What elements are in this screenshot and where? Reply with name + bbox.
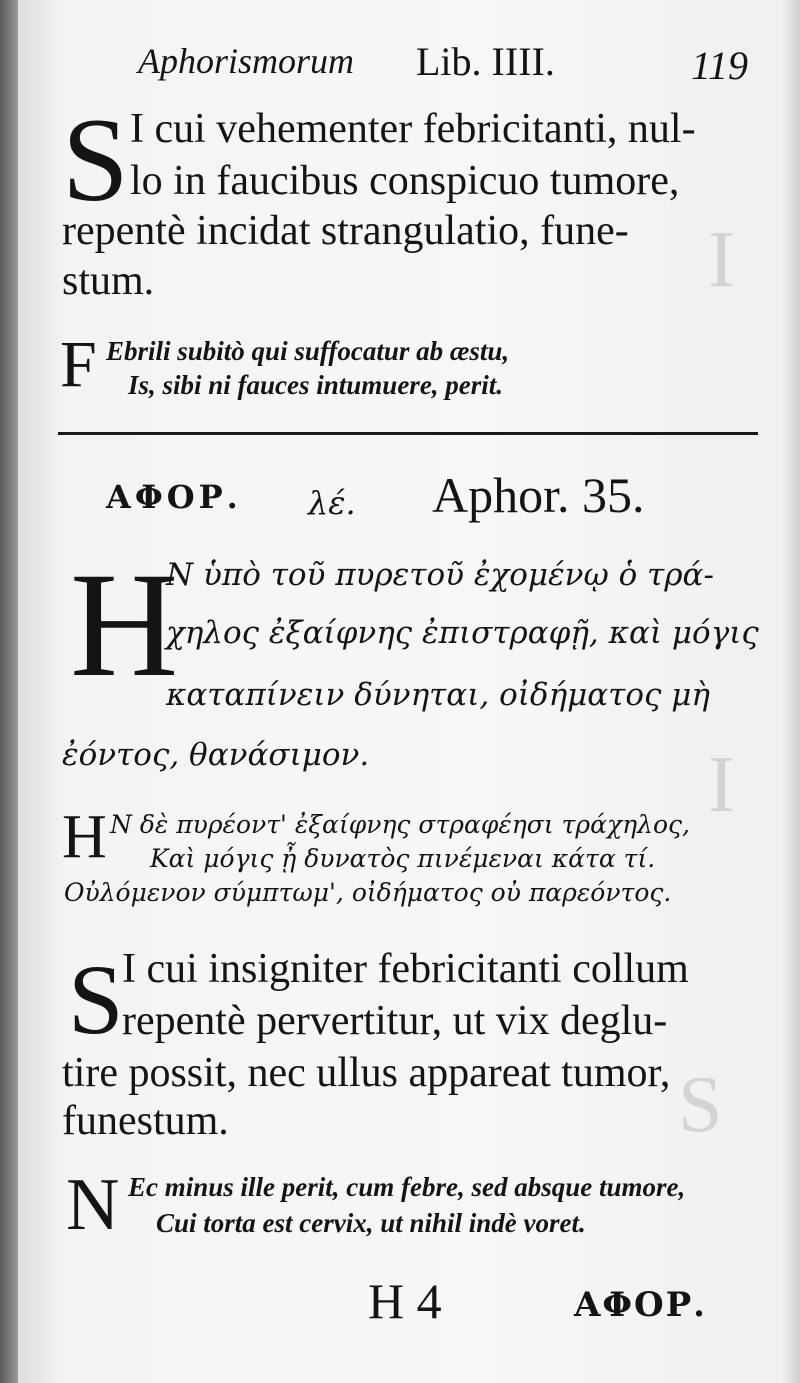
aphorism-label-latin: Aphor. 35. [432, 467, 645, 523]
prose-line: I cui vehementer febricitanti, nul- [130, 106, 696, 152]
show-through-mark: S [678, 1061, 723, 1149]
verse-dropcap: F [60, 328, 97, 401]
verse-dropcap: N [66, 1164, 120, 1246]
prose-line: lo in faucibus conspicuo tumore, [130, 158, 680, 204]
verse-line: Cui torta est cervix, ut nihil indè voret. [156, 1208, 586, 1238]
verse-line: Is, sibi ni fauces intumuere, perit. [128, 370, 504, 400]
verse-line: Ec minus ille perit, cum febre, sed absque tumore, [128, 1172, 686, 1202]
greek-verse-line: Καὶ μόγις ᾖ δυνατὸς πινέμεναι κάτα τί. [150, 844, 656, 873]
greek-verse-dropcap: H [62, 803, 107, 871]
binding-shadow [0, 0, 18, 1383]
prose-line: repentè pervertitur, ut vix deglu- [122, 998, 668, 1044]
page-number: 119 [690, 43, 748, 88]
page-edge [782, 0, 800, 1383]
greek-verse-line: Οὐλόμενον σύμπτωμ', οἰδήματος οὐ παρεόντος. [64, 878, 672, 907]
prose-line: repentè incidat strangulatio, fune- [62, 208, 629, 254]
book-page [18, 0, 800, 1383]
dropcap: S [62, 93, 129, 226]
greek-verse-line: Ν δὲ πυρέοντ' ἐξαίφνης στραφέησι τράχηλος, [110, 810, 690, 839]
greek-line: ἐόντος, θανάσιμον. [62, 737, 370, 773]
running-header [138, 38, 778, 88]
header-book: Lib. IIII. [416, 39, 555, 84]
header-title: Aphorismorum [138, 41, 355, 81]
section-divider [58, 432, 758, 435]
aphorism-label-greek: ΑΦΟΡ. [106, 478, 242, 516]
prose-line: funestum. [62, 1098, 229, 1144]
show-through-mark: I [708, 741, 735, 829]
greek-line: καταπίνειν δύνηται, οἰδήματος μὴ [166, 677, 710, 713]
signature-mark: H 4 [368, 1273, 442, 1329]
latin-dropcap: S [68, 944, 124, 1055]
greek-line: Ν ὑπὸ τοῦ πυρετοῦ ἐχομένῳ ὁ τρά- [166, 557, 714, 593]
verse-line: Ebrili subitò qui suffocatur ab æstu, [106, 336, 510, 366]
prose-line: stum. [62, 258, 155, 304]
greek-dropcap: H [70, 542, 179, 708]
greek-line: χηλος ἐξαίφνης ἐπιστραφῇ, καὶ μόγις [166, 615, 759, 651]
prose-line: I cui insigniter febricitanti collum [122, 946, 689, 992]
show-through-mark: I [708, 216, 735, 304]
aphorism-number-greek: λέ. [308, 484, 356, 522]
prose-line: tire possit, nec ullus appareat tumor, [62, 1050, 671, 1096]
catchword: ΑΦΟΡ. [574, 1285, 708, 1325]
